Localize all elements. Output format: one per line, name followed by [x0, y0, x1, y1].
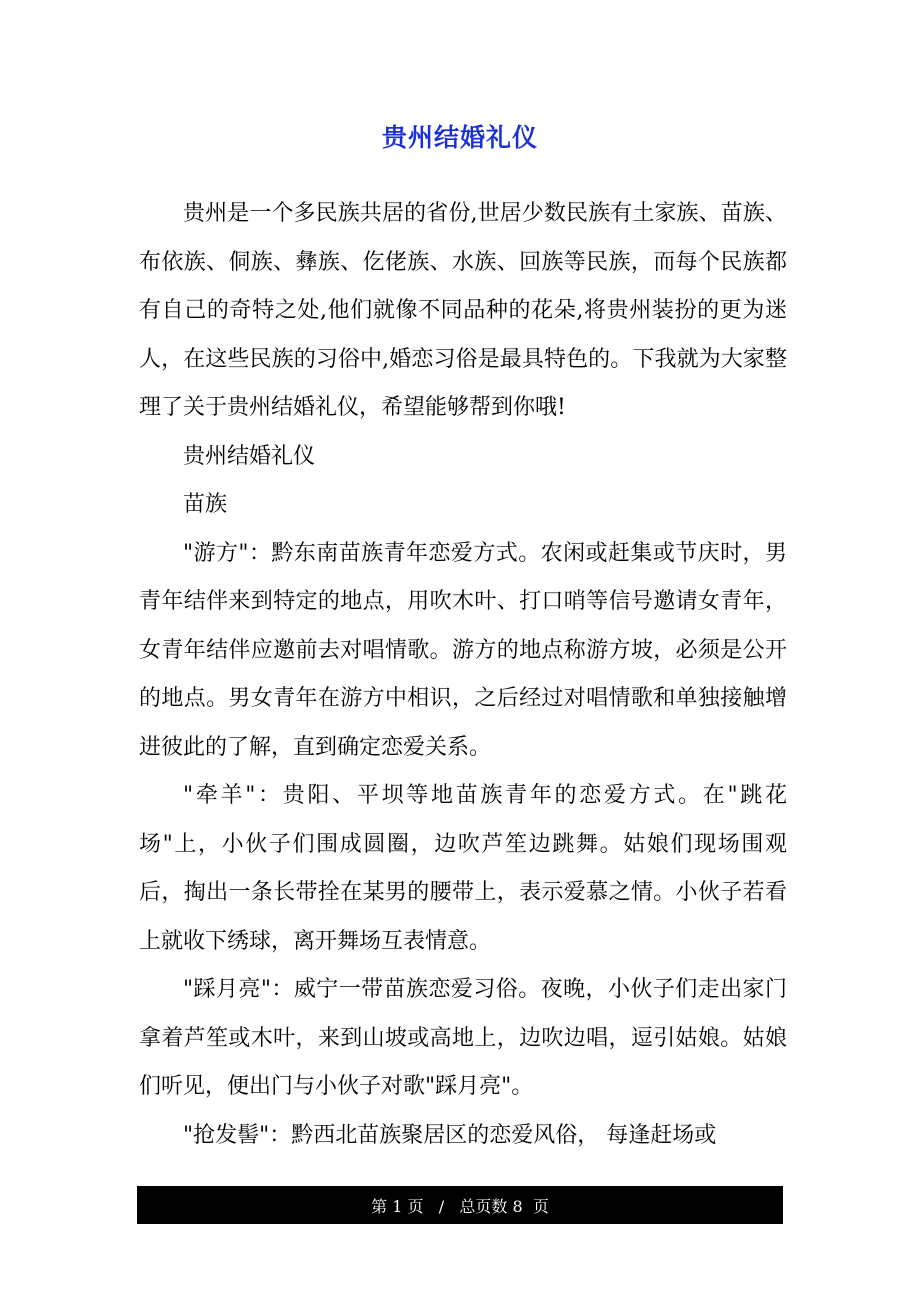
document-body: [139, 190, 787, 1160]
page-number-text: 第 1 页 / 总页数 8 页: [371, 1196, 549, 1216]
page-footer: [137, 1186, 783, 1224]
body-paragraph: "抢发髻"：黔西北苗族聚居区的恋爱风俗， 每逢赶场或: [183, 1122, 717, 1148]
body-paragraph: "游方"：黔东南苗族青年恋爱方式。农闲或赶集或节庆时，男青年结伴来到特定的地点，用吹木叶、打口哨等信号邀请女青年，女青年结伴应邀前去对唱情歌。游方的地点称游方坡，必须是公开的地点。男女青年在游方中相识，之后经过对唱情歌和单独接触增进彼此的了解，直到确定恋爱关系。: [139, 540, 787, 760]
subsection-heading: 苗族: [183, 492, 228, 517]
body-paragraph: "牵羊"：贵阳、平坝等地苗族青年的恋爱方式。在"跳花场"上，小伙子们围成圆圈，边吹芦笙边跳舞。姑娘们现场围观后，掏出一条长带拴在某男的腰带上，表示爱慕之情。小伙子若看上就收下绣球，离开舞场互表情意。: [139, 783, 787, 954]
intro-paragraph: 贵州是一个多民族共居的省份,世居少数民族有土家族、苗族、布依族、侗族、彝族、仡佬族、水族、回族等民族，而每个民族都有自己的奇特之处,他们就像不同品种的花朵,将贵州装扮的更为迷人，在这些民族的习俗中,婚恋习俗是最具特色的。下我就为大家整理了关于贵州结婚礼仪，希望能够帮到你哦!: [139, 201, 787, 420]
body-paragraph: "踩月亮"：威宁一带苗族恋爱习俗。夜晚，小伙子们走出家门拿着芦笙或木叶，来到山坡或高地上，边吹边唱，逗引姑娘。姑娘们听见，便出门与小伙子对歌"踩月亮"。: [139, 977, 787, 1099]
section-heading: 贵州结婚礼仪: [183, 443, 316, 469]
document-title: 贵州结婚礼仪: [381, 123, 538, 152]
